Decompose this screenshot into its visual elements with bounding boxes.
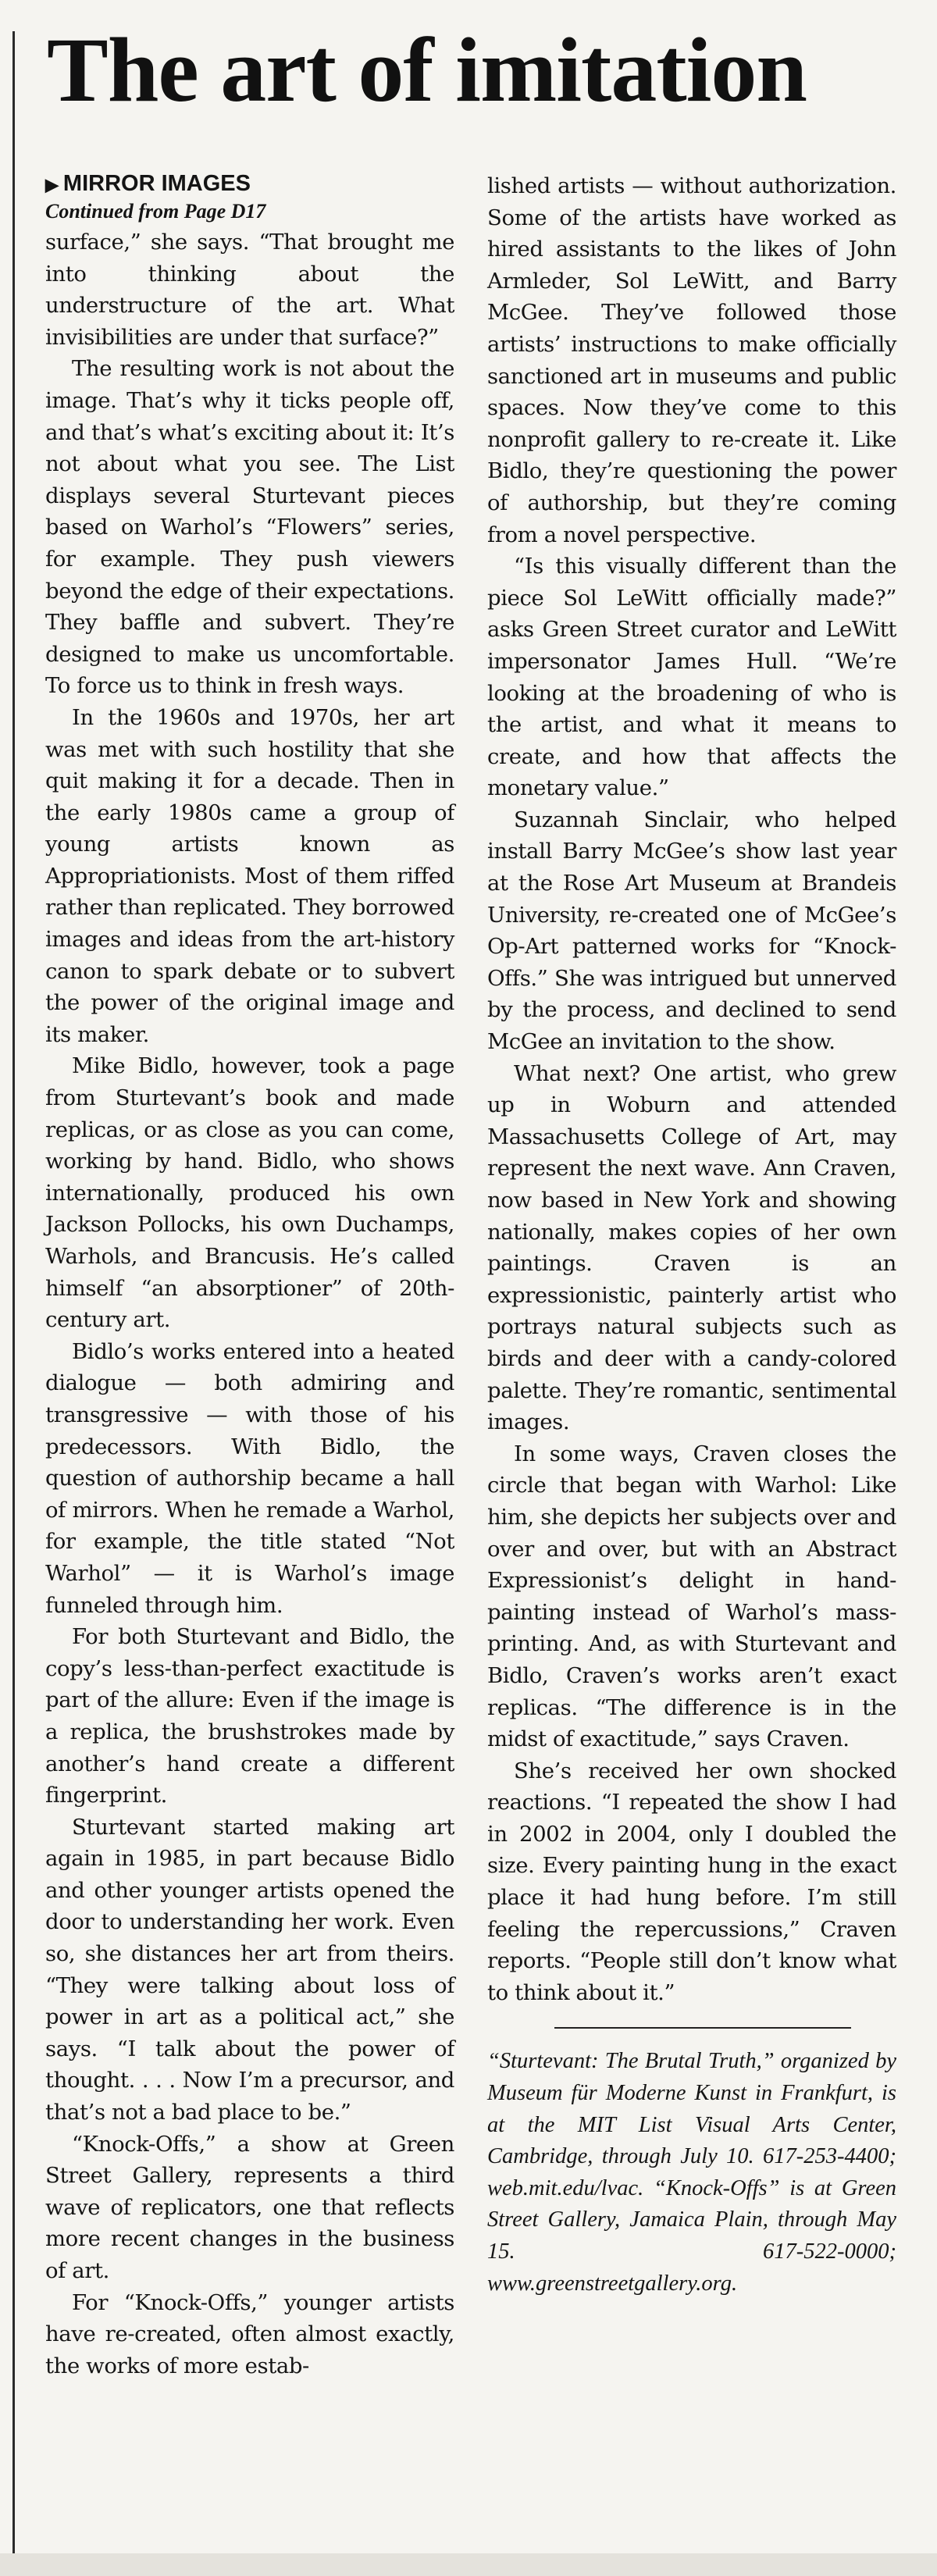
- paragraph: For “Knock-Offs,” younger artists have re-created, often almost exactly, the works of more estab-: [45, 2289, 454, 2378]
- paragraph: What next? One artist, who grew up in Woburn and attended Massachusetts College of Art, may represent the next wave. Ann Craven, now based in New York and showing nationally, makes copies of her own paintings. Craven is an expressionistic, painterly artist who portrays natural subjects such as birds and deer with a candy-colored palette. They’re romantic, sentimental images.: [487, 1060, 896, 1435]
- column-1: [45, 170, 454, 2544]
- paragraph: lished artists — without authorization. Some of the artists have worked as hired assistants to the likes of John Armleder, Sol LeWitt, and Barry McGee. They’ve followed those artists’ instructions to make officially sanctioned art in museums and public spaces. Now they’ve come to this nonprofit gallery to re-create it. Like Bidlo, they’re questioning the power of authorship, but they’re coming from a novel perspective.: [487, 173, 896, 547]
- paragraph: For both Sturtevant and Bidlo, the copy’s less-than-perfect exactitude is part of the allure: Even if the image is a replica, the brushstrokes made by another’s hand create a different fingerprint.: [45, 1624, 454, 1808]
- paragraph: The resulting work is not about the image. That’s why it ticks people off, and that’s what’s exciting about it: It’s not about what you see. The List displays several Sturtevant pieces based on Warhol’s “Flowers” series, for example. They push viewers beyond the edge of their expectations. They baffle and subvert. They’re designed to make us uncomfortable. To force us to think in fresh ways.: [45, 356, 454, 699]
- paragraph: “Is this visually different than the piece Sol LeWitt officially made?” asks Green Street curator and LeWitt impersonator James Hull. “We’re looking at the broadening of who is the artist, and what it means to create, and how that affects the monetary value.”: [487, 554, 896, 801]
- paragraph: Bidlo’s works entered into a heated dialogue — both admiring and transgressive — with those of his predecessors. With Bidlo, the question of authorship became a hall of mirrors. When he remade a Warhol, for example, the title stated “Not Warhol” — it is Warhol’s image funneled through him.: [45, 1338, 454, 1618]
- paragraph: Sturtevant started making art again in 1985, in part because Bidlo and other younger artists opened the door to understanding her work. Even so, she distances her art from theirs. “They were talking about loss of power in art as a political act,” she says. “I talk about the power of thought. . . . Now I’m a precursor, and that’s not a bad place to be.”: [45, 1814, 454, 2125]
- left-column-rule: [12, 31, 15, 2561]
- paragraph: “Knock-Offs,” a show at Green Street Gallery, represents a third wave of replicators, one that reflects more recent changes in the business of art.: [45, 2131, 454, 2283]
- divider-rule: [554, 2027, 851, 2029]
- article-body: [45, 170, 896, 2544]
- column-2: [487, 170, 896, 2544]
- paragraph: surface,” she says. “That brought me into thinking about the understructure of the art. What invisibilities are under that surface?”: [45, 230, 454, 350]
- paragraph: In some ways, Craven closes the circle that began with Warhol: Like him, she depicts her subjects over and over and over, but with an Abstract Expressionist’s delight in hand-painting instead of Warhol’s mass-printing. And, as with Sturtevant and Bidlo, Craven’s works aren’t exact replicas. “The difference is in the midst of exactitude,” says Craven.: [487, 1441, 896, 1752]
- kicker: [45, 170, 454, 198]
- paragraph: Mike Bidlo, however, took a page from Sturtevant’s book and made replicas, or as close as you can come, working by hand. Bidlo, who shows internationally, produced his own Jackson Pollocks, his own Duchamps, Warhols, and Brancusis. He’s called himself “an absorptioner” of 20th-century art.: [45, 1053, 454, 1333]
- exhibition-info: “Sturtevant: The Brutal Truth,” organized by Museum für Moderne Kunst in Frankfurt, is at the MIT List Visual Arts Center, Cambridge, through July 10. 617-253-4400; web.mit.edu/lvac. “Knock-Offs” is at Green Street Gallery, Jamaica Plain, through May 15. 617-522-0000; www.greenstreetgallery.org.: [487, 2049, 896, 2296]
- paragraph: Suzannah Sinclair, who helped install Barry McGee’s show last year at the Rose Art Museum at Brandeis University, re-created one of McGee’s Op-Art patterned works for “Knock-Offs.” She was intrigued but unnerved by the process, and declined to send McGee an invitation to the show.: [487, 807, 896, 1055]
- headline: The art of imitation: [47, 19, 807, 121]
- paragraph: She’s received her own shocked reactions. “I repeated the show I had in 2002 in 2004, only I doubled the size. Every painting hung in the exact place it had hung before. I’m still feeling the repercussions,” Craven reports. “People still don’t know what to think about it.”: [487, 1758, 896, 2005]
- kicker-label: MIRROR IMAGES: [62, 171, 251, 196]
- continued-line: Continued from Page D17: [45, 200, 266, 223]
- page-bottom-edge: [0, 2553, 937, 2576]
- triangle-icon: ▶: [45, 175, 59, 194]
- paragraph: In the 1960s and 1970s, her art was met with such hostility that she quit making it for a decade. Then in the early 1980s came a group of young artists known as Appropriationists. Most of them riffed rather than replicated. They borrowed images and ideas from the art-history canon to spark debate or to subvert the power of the original image and its maker.: [45, 704, 454, 1047]
